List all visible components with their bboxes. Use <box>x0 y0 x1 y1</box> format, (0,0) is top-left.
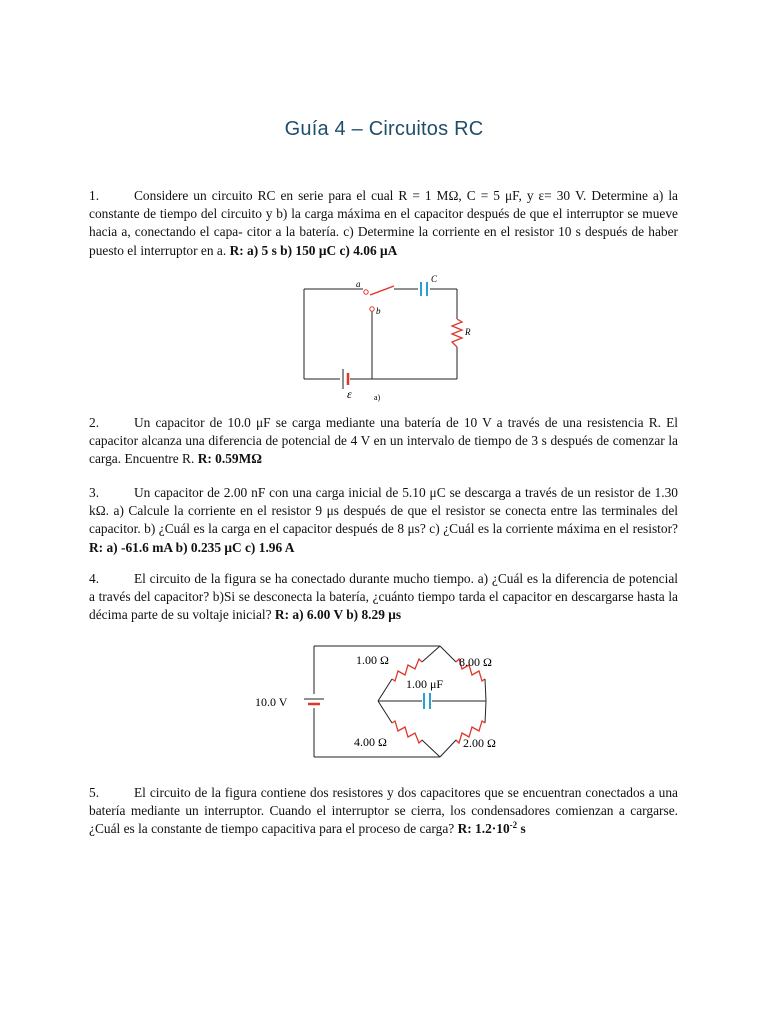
label-emf: ε <box>347 387 352 401</box>
label-r-top-right: 8.00 Ω <box>459 655 492 669</box>
label-r-bottom-left: 4.00 Ω <box>354 735 387 749</box>
problem-answer: R: a) 6.00 V b) 8.29 μs <box>274 607 402 623</box>
problem-text: Considere un circuito RC en serie para el cual R = 1 MΩ, C = 5 μF, y ε= 30 V. Determine a) la constante de tiempo del circuito y b) la carga máxima en el capacitor después de que el interruptor se mueve hacia a, conectando el capa- citor a la batería. c) Determine la corriente en el resistor 10 s después de haber puesto el interruptor en a. <box>89 188 678 258</box>
problem-answer: R: a) -61.6 mA b) 0.235 μC c) 1.96 A <box>89 539 295 555</box>
wire <box>422 646 440 662</box>
problem-answer: R: a) 5 s b) 150 μC c) 4.06 μA <box>229 242 398 258</box>
wire <box>440 646 456 662</box>
problem-2 <box>89 414 678 469</box>
problem-answer <box>458 821 526 836</box>
wire <box>378 679 392 701</box>
answer-suffix: s <box>517 821 526 837</box>
label-capacitor: 1.00 μF <box>406 677 444 691</box>
wire <box>422 740 440 757</box>
resistor-bottom-left <box>392 721 422 743</box>
label-c: C <box>431 274 438 284</box>
label-r: R <box>465 327 471 337</box>
label-battery: 10.0 V <box>255 695 288 709</box>
switch-terminal-a <box>364 290 368 294</box>
problem-text: El circuito de la figura se ha conectado durante mucho tiempo. a) ¿Cuál es la diferencia de potencial a través del capacitor? b)Si se desconecta la batería, ¿cuánto tiempo tarda el capacitor en descargarse hasta la décima parte de su voltaje inicial? <box>89 571 678 623</box>
problem-3 <box>89 484 678 557</box>
resistor <box>452 319 462 347</box>
problem-text: El circuito de la figura contiene dos resistores y dos capacitores que se encuentran conectados a una batería mediante un interruptor. Cuando el interruptor se cierra, los condensadores comienzan a cargarse. ¿Cuál es la constante de tiempo capacitiva para el proceso de carga? <box>89 785 678 837</box>
figure-bridge-circuit <box>250 640 520 765</box>
problem-1 <box>89 187 678 260</box>
problem-5 <box>89 784 678 839</box>
label-r-top-left: 1.00 Ω <box>356 653 389 667</box>
label-b: b <box>376 306 381 316</box>
label-a: a <box>356 279 361 289</box>
problem-number: 3. <box>89 485 100 500</box>
page-title: Guía 4 – Circuitos RC <box>284 118 484 140</box>
problem-text: Un capacitor de 10.0 μF se carga mediante una batería de 10 V a través de una resistencia R. El capacitor alcanza una diferencia de potencial de 4 V en un intervalo de tiempo de 3 s después de comenzar la carga. Encuentre R. <box>89 415 678 467</box>
answer-exponent: -2 <box>509 820 518 831</box>
switch-arm <box>370 286 394 295</box>
wire <box>378 701 392 723</box>
answer-prefix: R: 1.2·10 <box>457 821 510 837</box>
figure-rc-switch-circuit <box>300 272 470 402</box>
label-r-bottom-right: 2.00 Ω <box>463 736 496 750</box>
wire <box>485 679 486 701</box>
wire <box>440 740 456 757</box>
problem-number: 2. <box>89 415 100 430</box>
figure-label: a) <box>374 393 381 402</box>
wire <box>485 701 486 723</box>
problem-answer: R: 0.59MΩ <box>197 451 262 467</box>
problem-number: 5. <box>89 785 100 800</box>
switch-terminal-b <box>370 307 374 311</box>
problem-number: 4. <box>89 571 100 586</box>
problem-number: 1. <box>89 188 100 203</box>
problem-4 <box>89 570 678 625</box>
problem-text: Un capacitor de 2.00 nF con una carga inicial de 5.10 μC se descarga a través de un resistor de 1.30 kΩ. a) Calcule la corriente en el resistor 9 μs después de que el resistor se conecta entre las terminales del capacitor. b) ¿Cuál es la carga en el capacitor después de 8 μs? c) ¿Cuál es la corriente máxima en el resistor? <box>89 485 678 537</box>
